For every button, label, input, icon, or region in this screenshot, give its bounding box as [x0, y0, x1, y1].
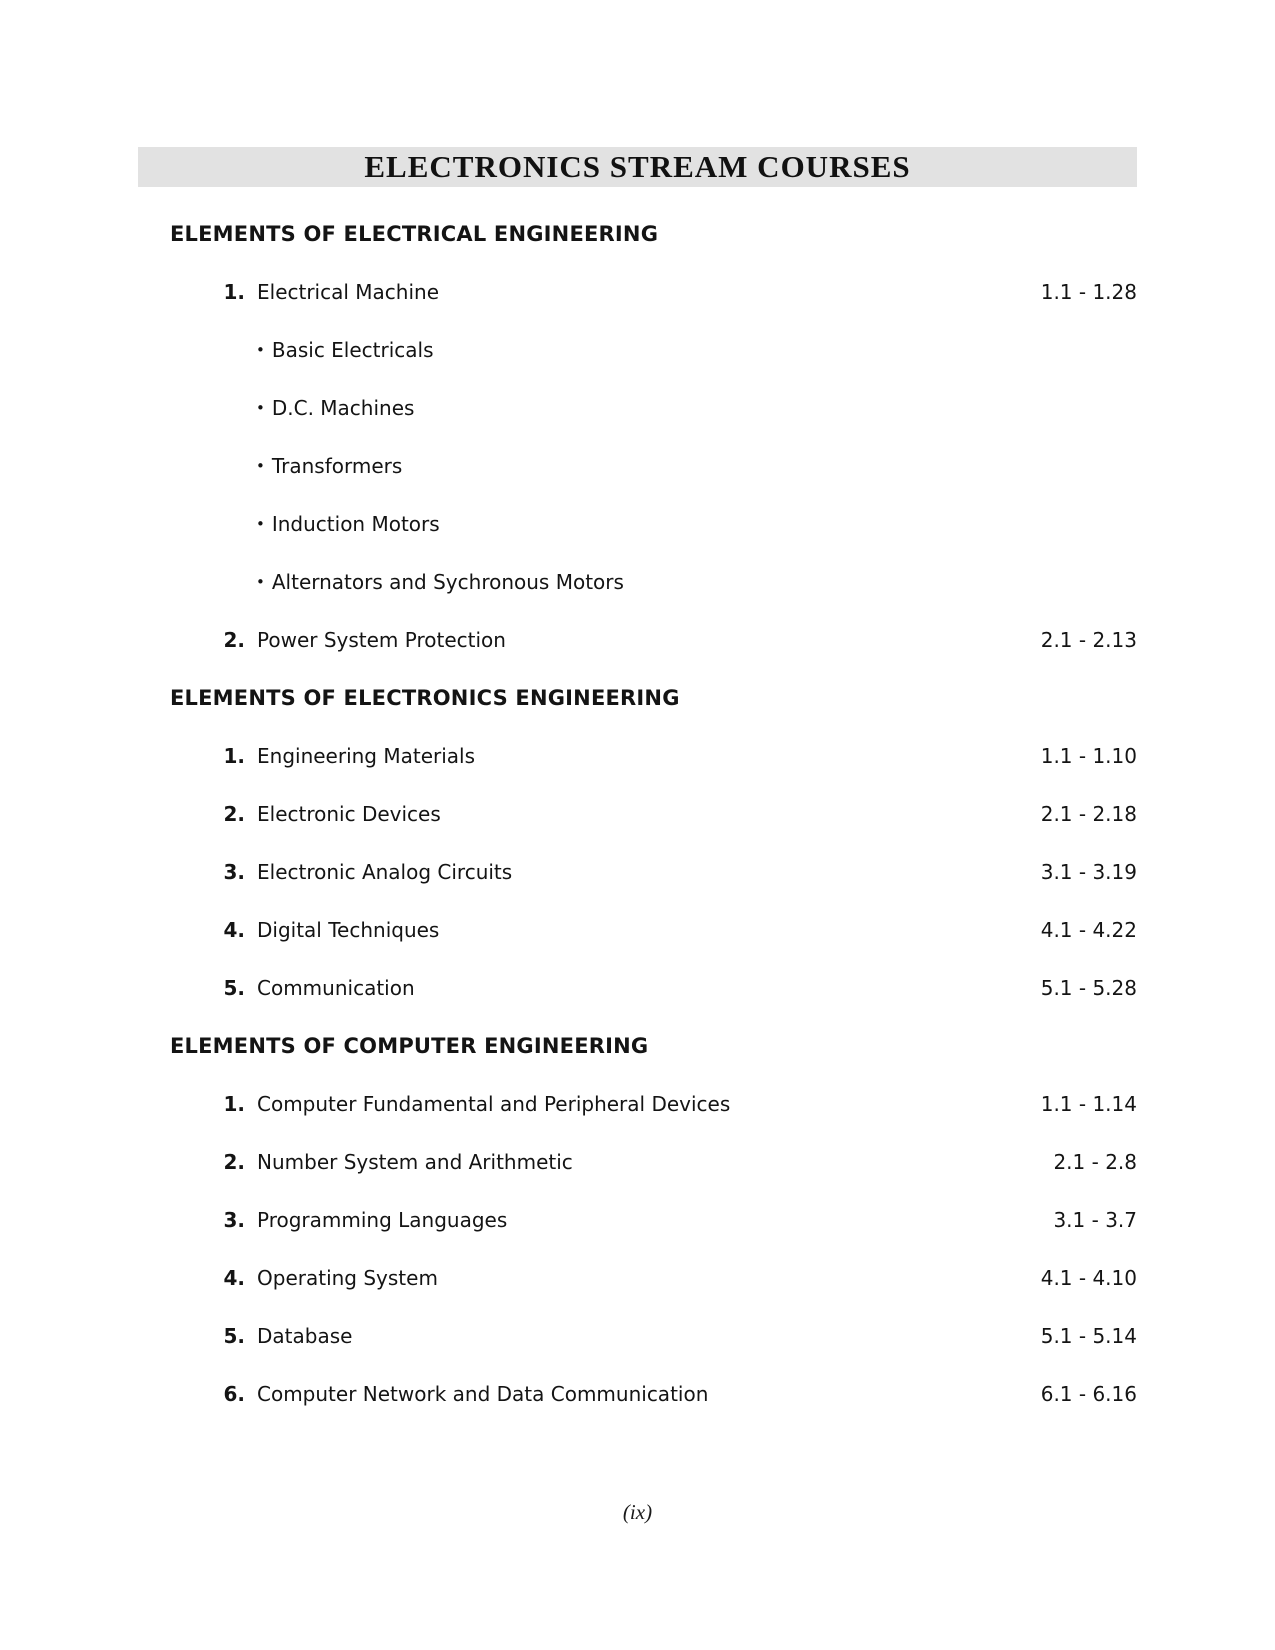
item-label: Electronic Analog Circuits — [257, 860, 513, 884]
sub-item — [138, 571, 1137, 593]
item-page-range: 4.1 - 4.10 — [1040, 1266, 1137, 1290]
sub-item — [138, 513, 1137, 535]
item-page-range: 5.1 - 5.14 — [1040, 1324, 1137, 1348]
bullet-icon: • — [256, 515, 265, 533]
bullet-icon: • — [256, 573, 265, 591]
item-number: 3. — [223, 1208, 245, 1232]
sub-item-label: Transformers — [271, 454, 403, 478]
toc-item — [138, 1325, 1137, 1347]
sub-item — [138, 455, 1137, 477]
item-page-range: 3.1 - 3.19 — [1040, 860, 1137, 884]
item-label: Computer Fundamental and Peripheral Devices — [257, 1092, 731, 1116]
bullet-icon: • — [256, 399, 265, 417]
item-page-range: 1.1 - 1.28 — [1040, 280, 1137, 304]
title-banner — [138, 147, 1137, 187]
section-heading: ELEMENTS OF COMPUTER ENGINEERING — [170, 1034, 649, 1058]
item-label: Communication — [257, 976, 415, 1000]
item-page-range: 1.1 - 1.14 — [1040, 1092, 1137, 1116]
item-page-range: 2.1 - 2.18 — [1040, 802, 1137, 826]
item-number: 5. — [223, 1324, 245, 1348]
item-page-range: 2.1 - 2.8 — [1053, 1150, 1137, 1174]
section-heading: ELEMENTS OF ELECTRICAL ENGINEERING — [170, 222, 659, 246]
item-page-range: 6.1 - 6.16 — [1040, 1382, 1137, 1406]
item-number: 1. — [223, 1092, 245, 1116]
item-number: 3. — [223, 860, 245, 884]
page-title: ELECTRONICS STREAM COURSES — [364, 149, 911, 184]
item-number: 2. — [223, 628, 245, 652]
item-number: 6. — [223, 1382, 245, 1406]
toc-item — [138, 861, 1137, 883]
item-label: Digital Techniques — [257, 918, 440, 942]
item-page-range: 4.1 - 4.22 — [1040, 918, 1137, 942]
sub-item-label: Induction Motors — [271, 512, 440, 536]
bullet-icon: • — [256, 457, 265, 475]
item-label: Computer Network and Data Communication — [257, 1382, 709, 1406]
item-number: 4. — [223, 1266, 245, 1290]
item-label: Engineering Materials — [257, 744, 476, 768]
item-label: Database — [257, 1324, 353, 1348]
item-label: Number System and Arithmetic — [257, 1150, 573, 1174]
sub-item-label: Basic Electricals — [271, 338, 434, 362]
item-page-range: 1.1 - 1.10 — [1040, 744, 1137, 768]
toc-item — [138, 1267, 1137, 1289]
toc-item — [138, 1093, 1137, 1115]
toc-item — [138, 281, 1137, 303]
item-page-range: 3.1 - 3.7 — [1053, 1208, 1137, 1232]
toc-item — [138, 803, 1137, 825]
toc-item — [138, 745, 1137, 767]
section-heading: ELEMENTS OF ELECTRONICS ENGINEERING — [170, 686, 680, 710]
item-number: 2. — [223, 1150, 245, 1174]
item-label: Electrical Machine — [257, 280, 440, 304]
item-number: 1. — [223, 280, 245, 304]
item-number: 2. — [223, 802, 245, 826]
item-page-range: 2.1 - 2.13 — [1040, 628, 1137, 652]
toc-item — [138, 919, 1137, 941]
toc-item — [138, 1151, 1137, 1173]
toc-item — [138, 1209, 1137, 1231]
table-of-contents — [138, 223, 1137, 1441]
page-number: (ix) — [622, 1500, 653, 1524]
bullet-icon: • — [256, 341, 265, 359]
item-number: 1. — [223, 744, 245, 768]
item-label: Power System Protection — [257, 628, 506, 652]
toc-item — [138, 977, 1137, 999]
sub-item — [138, 339, 1137, 361]
sub-item — [138, 397, 1137, 419]
sub-item-label: Alternators and Sychronous Motors — [271, 570, 624, 594]
item-label: Programming Languages — [257, 1208, 508, 1232]
item-number: 5. — [223, 976, 245, 1000]
item-page-range: 5.1 - 5.28 — [1040, 976, 1137, 1000]
item-label: Electronic Devices — [257, 802, 441, 826]
sub-item-label: D.C. Machines — [271, 396, 415, 420]
toc-item — [138, 629, 1137, 651]
toc-item — [138, 1383, 1137, 1405]
item-label: Operating System — [257, 1266, 438, 1290]
item-number: 4. — [223, 918, 245, 942]
